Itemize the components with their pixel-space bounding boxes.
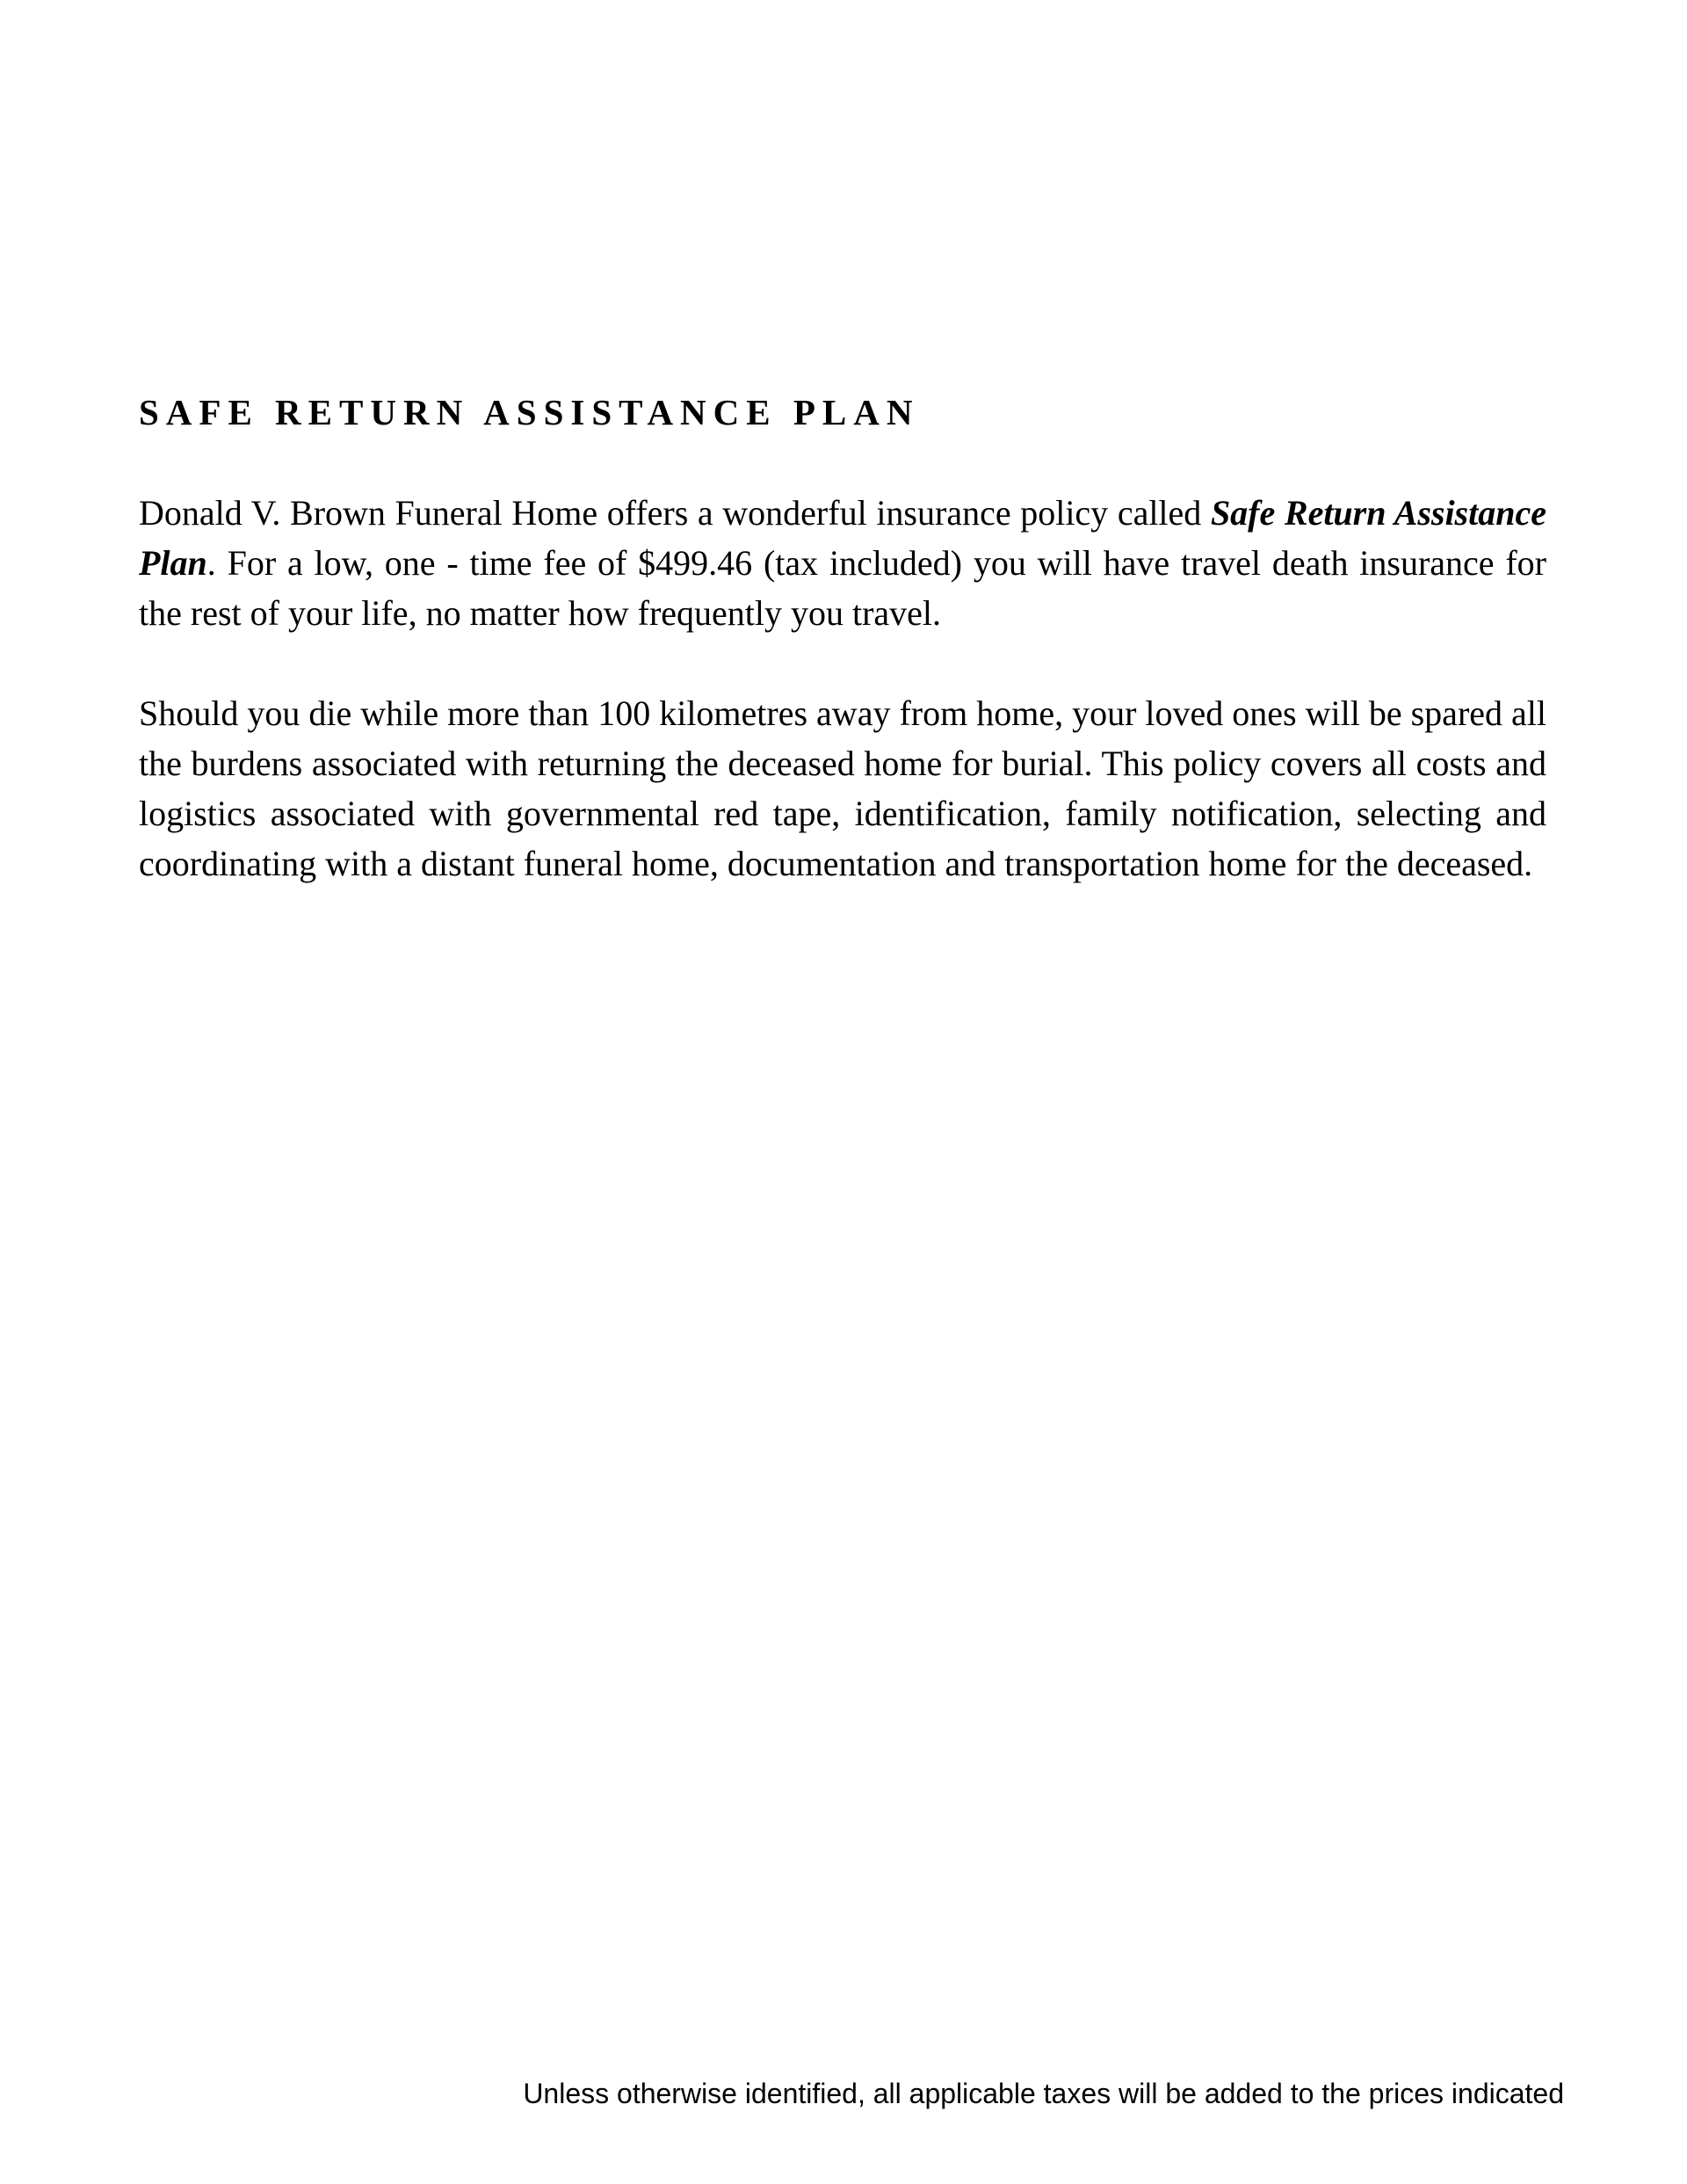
intro-paragraph-text-after: . For a low, one - time fee of $499.46 (tax included) you will have travel death insurance for the rest of your life, no matter how frequently you travel. [139, 543, 1546, 633]
intro-paragraph-text-before: Donald V. Brown Funeral Home offers a wonderful insurance policy called [139, 493, 1211, 533]
tax-disclaimer-note: Unless otherwise identified, all applicable taxes will be added to the prices indicated [523, 2078, 1564, 2109]
coverage-paragraph: Should you die while more than 100 kilometres away from home, your loved ones will be spared all the burdens associated with returning the deceased home for burial. This policy covers all costs and logistics associated with governmental red tape, identification, family notification, selecting and coordinating with a distant funeral home, documentation and transportation home for the deceased. [139, 693, 1546, 883]
intro-paragraph [139, 488, 1546, 638]
document-content [139, 388, 1546, 889]
plan-name-emphasis: Safe Return Assistance Plan [139, 493, 1546, 583]
page-title: SAFE RETURN ASSISTANCE PLAN [139, 392, 920, 432]
